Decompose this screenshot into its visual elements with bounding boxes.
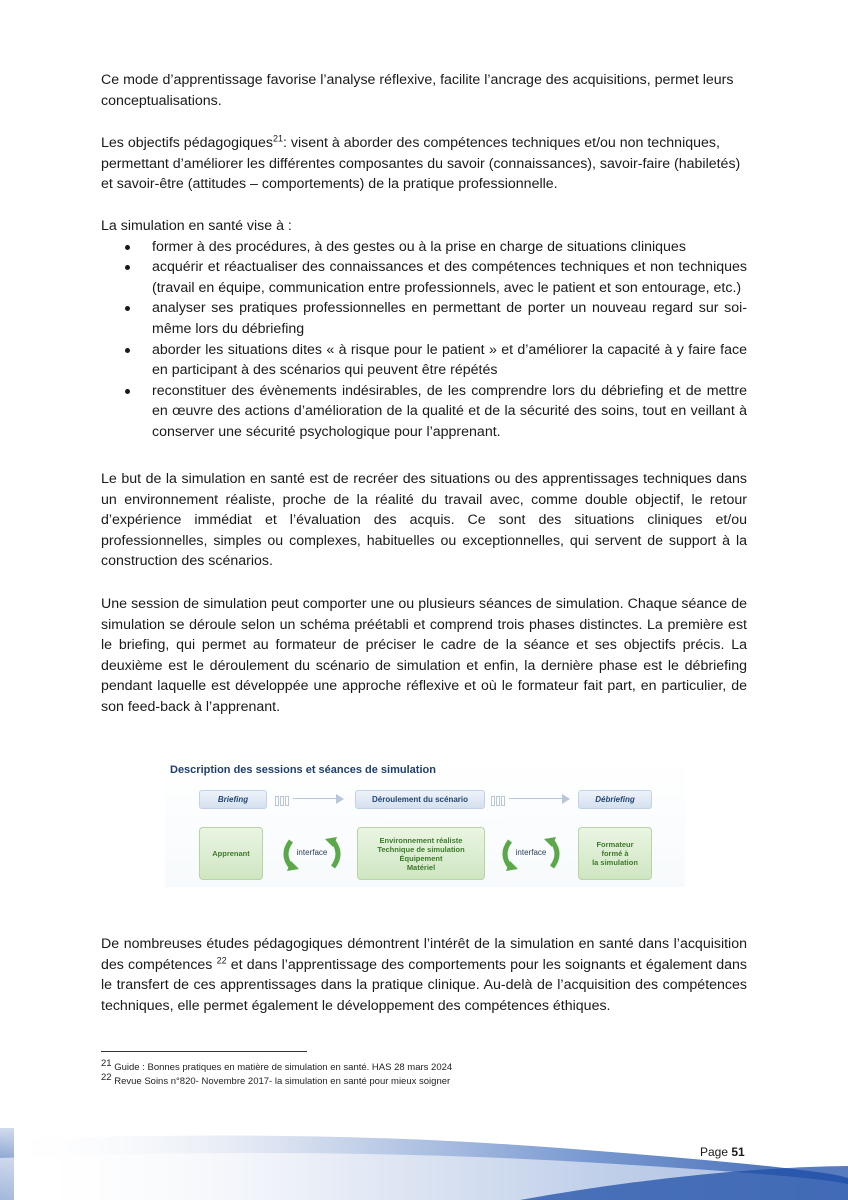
flow-arrow-icon <box>293 798 337 799</box>
phase-debriefing: Débriefing <box>578 790 652 809</box>
text-run: : visent à aborder des compétences techniques et/ou non techniques, permettant d’améliorer les différentes composantes du savoir (connaissances), savoir-faire (habiletés) et savoir-être (attitudes – comportements) de la pratique professionnelle. <box>101 135 741 193</box>
footnote-text: Guide : Bonnes pratiques en matière de simulation en santé. HAS 28 mars 2024 <box>111 1062 453 1073</box>
footnote-ref: 22 <box>216 954 227 965</box>
list-item-text: former à des procédures, à des gestes ou à la prise en charge de situations cliniques <box>152 238 686 255</box>
paragraph-objectives <box>101 133 747 195</box>
paragraph-text: Une session de simulation peut comporter une ou plusieurs séances de simulation. Chaque séance de simulation se déroule selon un schéma préétabli et comprend trois phases distinctes. La première est le briefing, qui permet au formateur de préciser le cadre de la séance et ses objectifs précis. La deuxième est le déroulement du scénario de simulation et enfin, la dernière phase est le débriefing pendant laquelle est développée une approche réflexive et où le formateur fait part, en particulier, de son feed-back à l’apprenant. <box>101 596 747 715</box>
diagram-title: Description des sessions et séances de simulation <box>170 764 436 776</box>
footnote-number: 21 <box>101 1057 112 1069</box>
box-formateur <box>578 827 652 880</box>
paragraph-studies <box>101 934 747 1016</box>
box-line: Formateur <box>596 840 634 849</box>
footer-wave-band <box>0 1118 848 1200</box>
interface-cycle-icon <box>277 831 347 877</box>
footnote-ref: 21 <box>272 133 283 144</box>
bullet-icon <box>125 245 130 250</box>
list-item <box>101 298 747 339</box>
interface-cycle-icon <box>496 831 566 877</box>
box-apprenant <box>199 827 263 880</box>
paragraph-text: Ce mode d’apprentissage favorise l’analyse réflexive, facilite l’ancrage des acquisitions, permet leurs conceptualisations. <box>101 72 734 109</box>
box-environnement <box>357 827 485 880</box>
footnote-21 <box>101 1057 453 1074</box>
paragraph-text: Le but de la simulation en santé est de recréer des situations ou des apprentissages techniques dans un environnement réaliste, proche de la réalité du travail avec, comme double objectif, le retour d’expérience immédiat et l’évaluation des acquis. Ce sont des situations cliniques et/ou professionnelles, simples ou complexes, habituelles ou exceptionnelles, qui servent de support à la construction des scénarios. <box>101 471 747 570</box>
interface-label: interface <box>515 848 547 857</box>
paragraph-text <box>101 934 747 1016</box>
progress-ticks-icon <box>275 793 293 802</box>
footnote-separator <box>101 1051 307 1052</box>
simulation-goals-section <box>101 216 747 443</box>
bullet-icon <box>125 306 130 311</box>
text-run: Les objectifs pédagogiques <box>101 135 273 151</box>
box-line: Technique de simulation <box>377 844 465 854</box>
page-label: Page <box>700 1145 729 1159</box>
box-line: Équipement <box>399 853 443 863</box>
list-item-text: reconstituer des évènements indésirables, de les comprendre lors du débriefing et de mettre en œuvre des actions d’amélioration de la qualité et de la sécurité des soins, tout en veillant à conserver une sécurité psychologique pour l’apprenant. <box>152 382 747 440</box>
paragraph-session <box>101 594 747 718</box>
list-item <box>101 237 747 258</box>
bullet-list <box>101 237 747 443</box>
bullet-icon <box>125 265 130 270</box>
box-line: la simulation <box>592 858 638 867</box>
footnote-text: Revue Soins n°820- Novembre 2017- la simulation en santé pour mieux soigner <box>111 1076 451 1087</box>
list-intro: La simulation en santé vise à : <box>101 218 292 234</box>
box-line: Apprenant <box>212 849 250 858</box>
text-run: De nombreuses études pédagogiques démontrent l’intérêt de la simulation en santé dans l’acquisition des compétences <box>101 936 747 973</box>
progress-ticks-icon <box>491 793 509 802</box>
phase-briefing: Briefing <box>199 790 267 809</box>
page-number-value: 51 <box>731 1145 745 1159</box>
box-line: formé à <box>601 849 629 858</box>
paragraph-purpose <box>101 469 747 572</box>
flow-arrow-icon <box>509 798 563 799</box>
list-item <box>101 340 747 381</box>
box-line: Matériel <box>406 862 436 872</box>
text-run: et dans l’apprentissage des comportements pour les soignants et également dans le transfert de ces apprentissages dans la pratique clinique. Au-delà de l’acquisition des compétences techniques, elle permet également le développement des compétences éthiques. <box>101 956 747 1014</box>
paragraph-intro <box>101 70 747 111</box>
list-item-text: acquérir et réactualiser des connaissances et des compétences techniques et non techniques (travail en équipe, communication entre professionnels, avec le patient et son entourage, etc.) <box>152 259 747 296</box>
list-item <box>101 257 747 298</box>
bullet-icon <box>125 389 130 394</box>
simulation-sessions-diagram <box>165 757 685 887</box>
bullet-icon <box>125 348 130 353</box>
page-number <box>700 1145 745 1159</box>
list-item <box>101 381 747 443</box>
paragraph-text <box>101 133 747 195</box>
phase-scenario: Déroulement du scénario <box>355 790 485 809</box>
list-item-text: analyser ses pratiques professionnelles en permettant de porter un nouveau regard sur soi-même lors du débriefing <box>152 300 747 337</box>
footnote-22 <box>101 1071 451 1088</box>
box-line: Environnement réaliste <box>379 835 463 845</box>
interface-label: interface <box>296 848 328 857</box>
list-item-text: aborder les situations dites « à risque pour le patient » et d’améliorer la capacité à y faire face en participant à des scénarios qui peuvent être répétés <box>152 341 747 379</box>
footnote-number: 22 <box>101 1071 112 1083</box>
